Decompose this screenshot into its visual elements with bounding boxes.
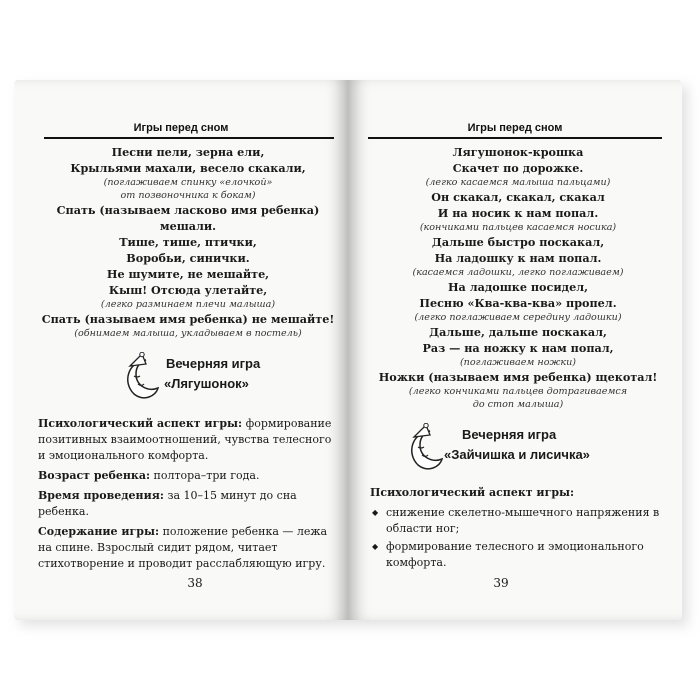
poem-line: Крыльями махали, весело скакали, — [70, 161, 306, 175]
right-page — [348, 80, 682, 620]
poem-line: Раз — на ножку к нам попал, — [422, 341, 614, 355]
paragraph-text: полтора–три года. — [150, 469, 260, 482]
paragraph-text: формирование позитивных взаимоотношений, чувства телесного и эмоционального комфорта. — [38, 417, 332, 462]
paragraph — [38, 488, 338, 520]
right-page-number: 39 — [493, 576, 509, 590]
paragraph-text: за 10–15 минут до сна ребенка. — [38, 489, 297, 518]
paragraph-text: положение ребенка — лежа на спине. Взрослый сидит рядом, читает стихотворение и проводит расслабляющую игру. — [38, 525, 328, 570]
left-header-rule — [44, 137, 334, 139]
paragraph-label: Возраст ребенка: — [38, 469, 151, 482]
poem-instruction: до стоп малыша) — [472, 399, 564, 410]
left-paragraphs — [38, 416, 338, 572]
left-running-header: Игры перед сном — [133, 122, 229, 134]
poem-line: Кыш! Отсюда улетайте, — [108, 283, 268, 297]
poem-line: Не шумите, не мешайте, — [106, 267, 270, 281]
right-header-rule — [368, 137, 662, 139]
paragraph — [38, 416, 338, 464]
right-content — [370, 144, 666, 573]
poem-line: Спать (называем ласково имя ребенка) мешали. — [56, 203, 320, 233]
left-content — [38, 144, 338, 576]
right-game-title-line1: Вечерняя игра — [462, 427, 557, 442]
left-page — [14, 80, 348, 620]
poem-line: Скачет по дорожке. — [452, 161, 584, 175]
paragraph-label: Время проведения: — [38, 489, 164, 502]
poem-line: Ножки (называем имя ребенка) щекотал! — [378, 370, 658, 384]
bullet-item — [370, 539, 666, 571]
poem-instruction: (поглаживаем ножки) — [459, 357, 577, 368]
paragraph-label: Содержание игры: — [38, 525, 160, 538]
poem-instruction: (обнимаем малыша, укладываем в постель) — [74, 328, 302, 339]
poem-line: Спать (называем имя ребенка) не мешайте! — [41, 312, 335, 326]
right-bullet-list — [370, 505, 666, 571]
poem-line: Тише, тише, птички, — [119, 235, 257, 249]
right-poem — [370, 144, 666, 411]
poem-instruction: (касаемся ладошки, легко поглаживаем) — [412, 267, 624, 278]
right-running-header: Игры перед сном — [467, 122, 563, 134]
left-page-number: 38 — [187, 576, 203, 590]
right-game-heading — [370, 419, 666, 475]
sleeping-moon-icon — [400, 423, 444, 473]
left-poem — [38, 144, 338, 340]
left-game-heading — [38, 348, 338, 404]
poem-instruction: (поглаживаем спинку «елочкой» — [103, 177, 273, 188]
bullet-text: снижение скелетно-мышечного напряжения в области ног; — [386, 506, 660, 535]
poem-line: Песню «Ква-ква-ква» пропел. — [419, 296, 617, 310]
poem-instruction: (легко кончиками пальцев дотрагиваемся — [408, 386, 628, 397]
paragraph-label: Психологический аспект игры: — [38, 417, 243, 430]
poem-line: Дальше быстро поскакал, — [431, 235, 605, 249]
poem-line: И на носик к нам попал. — [437, 206, 599, 220]
poem-instruction: (легко разминаем плечи малыша) — [100, 299, 276, 310]
bullet-text: формирование телесного и эмоционального комфорта. — [386, 540, 644, 569]
sleeping-moon-icon — [116, 352, 160, 402]
paragraph — [38, 524, 338, 572]
poem-line: Дальше, дальше поскакал, — [429, 325, 607, 339]
poem-instruction: от позвоночника к бокам) — [120, 190, 256, 201]
poem-instruction: (легко касаемся малыша пальцами) — [425, 177, 611, 188]
poem-line: Он скакал, скакал, скакал — [431, 190, 605, 204]
diamond-bullet-icon: ◆ — [372, 508, 379, 517]
poem-instruction: (легко поглаживаем середину ладошки) — [414, 312, 622, 323]
left-game-title-line2: «Лягушонок» — [164, 376, 249, 391]
poem-line: Лягушонок-крошка — [452, 145, 584, 159]
paragraph — [38, 468, 338, 484]
left-game-title-line1: Вечерняя игра — [166, 356, 261, 371]
bullet-item — [370, 505, 666, 537]
right-game-title-line2: «Зайчишка и лисичка» — [444, 447, 590, 462]
poem-line: На ладошку к нам попал. — [434, 251, 602, 265]
poem-instruction: (кончиками пальцев касаемся носика) — [419, 222, 617, 233]
poem-line: На ладошке посидел, — [447, 280, 588, 294]
right-aspect-label: Психологический аспект игры: — [370, 486, 575, 499]
poem-line: Песни пели, зерна ели, — [111, 145, 265, 159]
diamond-bullet-icon: ◆ — [372, 542, 379, 551]
poem-line: Воробьи, синички. — [126, 251, 250, 265]
